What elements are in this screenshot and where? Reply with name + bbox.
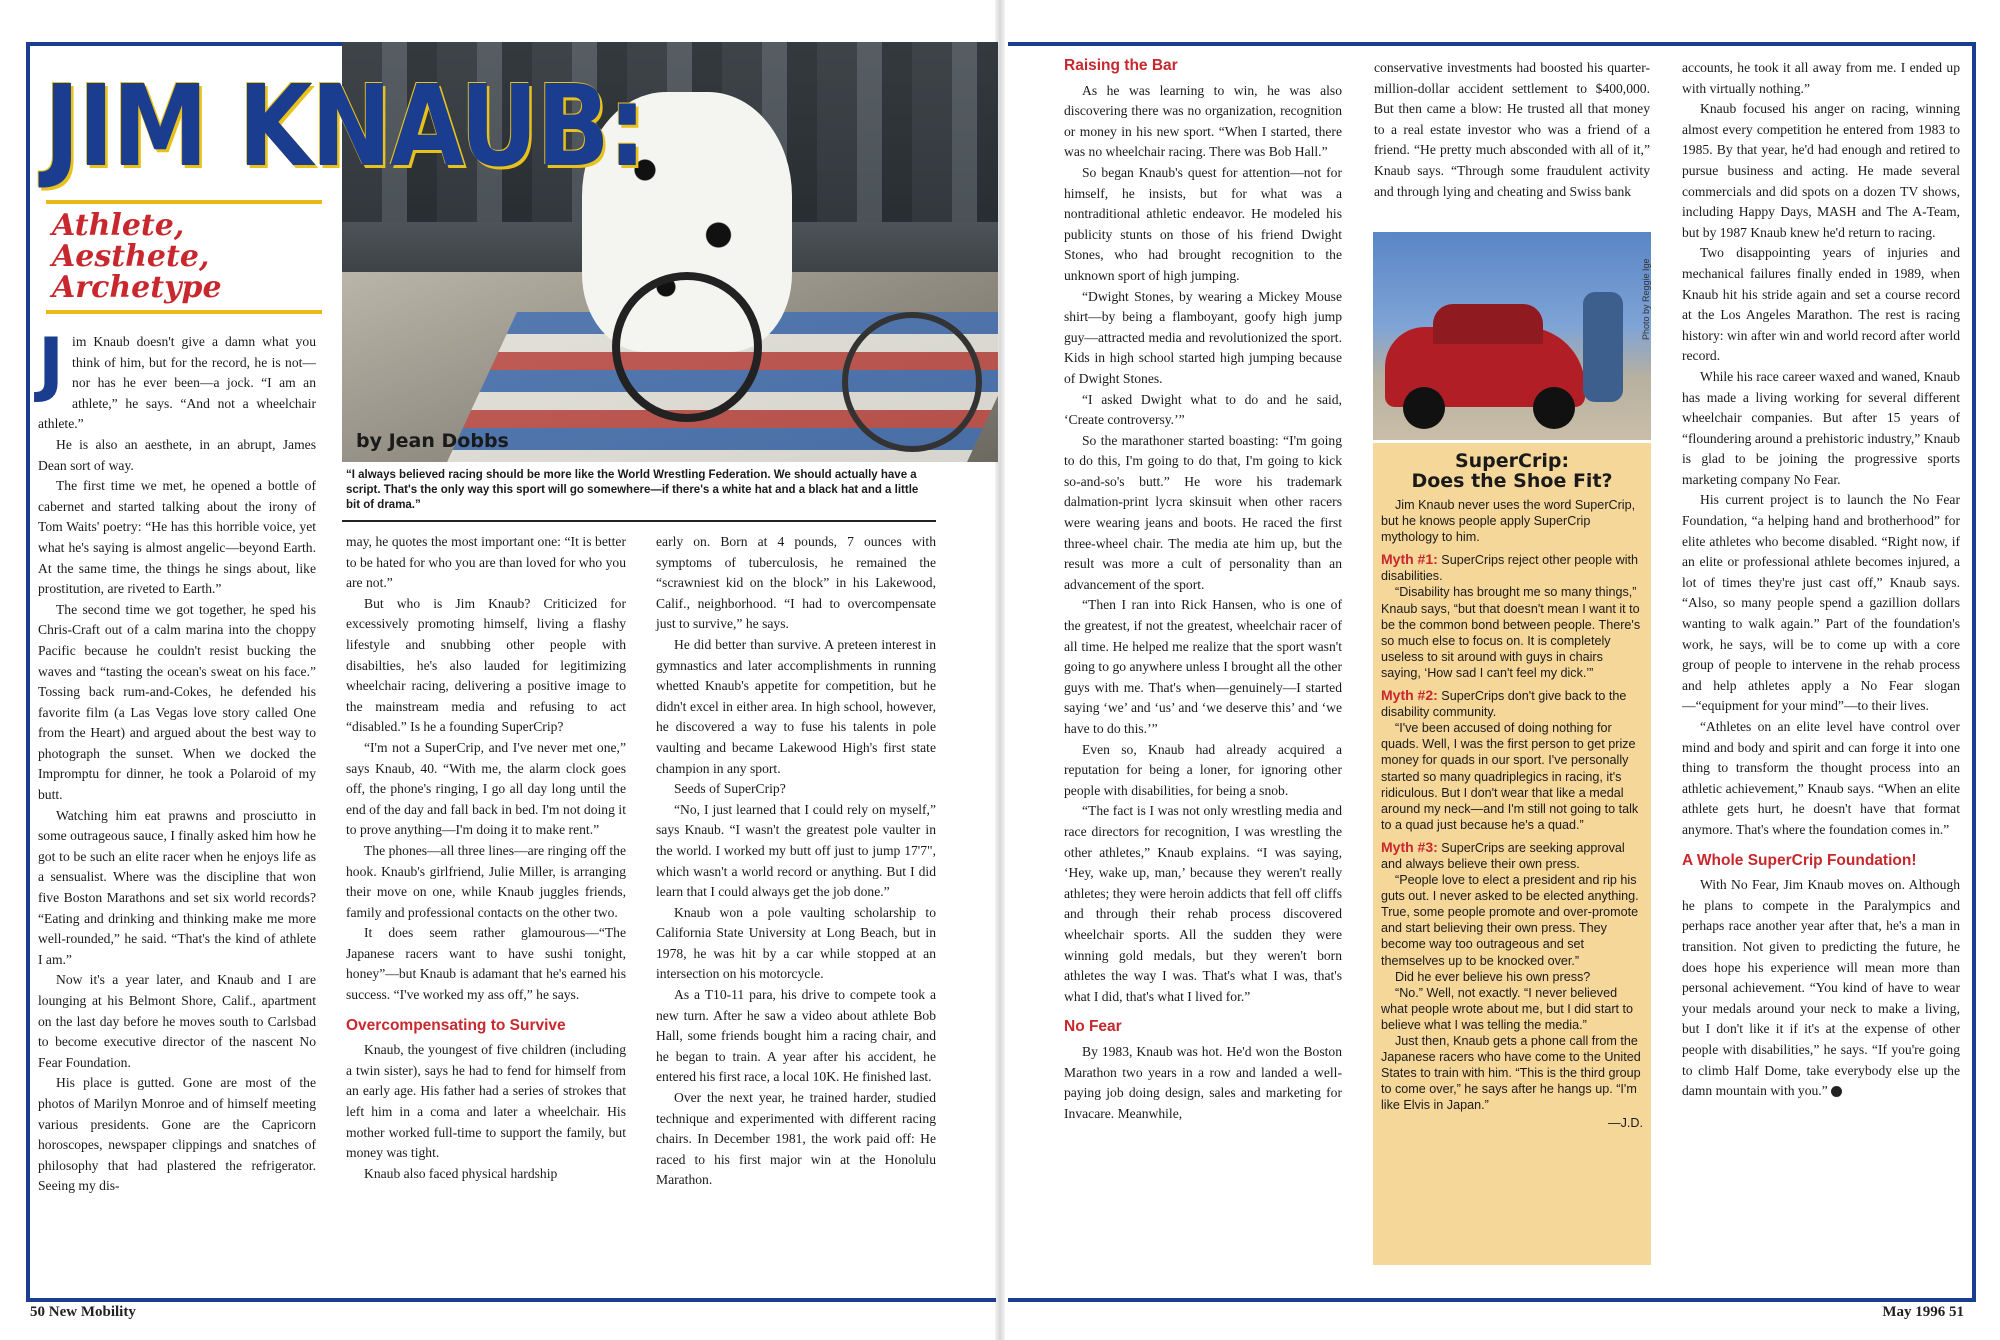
section-heading-raising-the-bar: Raising the Bar bbox=[1064, 57, 1178, 74]
sidebar-title-line-1: SuperCrip: bbox=[1454, 450, 1570, 472]
col1-p4: The second time we got together, he sped his Chris-Craft out of a calm marina into the choppy Pacific because he couldn't resist bucking the waves and “tasting the ocean's sweat on his face.” Tossing back rum-and-Cokes, he defended his favorite film (a Las Vegas love story called One from the Heart) and argued about the best way to photograph the sunset. When we docked the Impromptu for dinner, he took a Polaroid of my butt. bbox=[38, 601, 316, 803]
section-heading-supercrip-foundation: A Whole SuperCrip Foundation! bbox=[1682, 851, 1917, 869]
col2-p3: “I'm not a SuperCrip, and I've never met one,” says Knaub, 40. “With me, the alarm clock goes off, the phone's ringing, I go all day long until the end of the day and fall back in bed. I'm not doing it to prove anything—I'm doing it to make rent.” bbox=[346, 739, 626, 838]
col4-p7: Even so, Knaub had already acquired a reputation for being a loner, for ignoring other people with disabilities, for being a snob. bbox=[1064, 741, 1342, 798]
sidebar-title-line-2: Does the Shoe Fit? bbox=[1411, 470, 1613, 492]
myth-3-text: SuperCrips are seeking approval and always believe their own press. bbox=[1381, 840, 1625, 871]
col3-p6: As a T10-11 para, his drive to compete took a new turn. After he saw a video about athlete Bob Hall, some friends bought him a racing chair, and he began to train. A year after his accident, he entered his first race, a local 10K. He finished last. bbox=[656, 987, 936, 1085]
col6-p3: Two disappointing years of injuries and mechanical failures finally ended in 1989, when Knaub hit his stride again and set a course record at the Los Angeles Marathon. The rest is racing history: win after win and world record after world record. bbox=[1682, 245, 1960, 364]
sidebar-q2: “No.” Well, not exactly. “I never believed what people wrote about me, but I did start to believe what I was telling the media.” bbox=[1381, 985, 1634, 1032]
supercrip-sidebar bbox=[1373, 443, 1651, 1265]
subhead-line-2: Aesthete, bbox=[52, 239, 210, 274]
subhead-line-1: Athlete, bbox=[52, 208, 185, 243]
col1-p7: His place is gutted. Gone are most of the photos of Marilyn Monroe and of himself meeting various presidents. Gone are the Capricorn horoscopes, newspaper clippings and snatches of philosophy that had plastered the refrigerator. Seeing my dis- bbox=[38, 1075, 316, 1194]
subhead-line-3: Archetype bbox=[52, 270, 222, 305]
column-5 bbox=[1374, 58, 1650, 202]
col6-p2: Knaub focused his anger on racing, winning almost every competition he entered from 1983 to 1985. By that year, he'd had enough and retired to pursue business and acting. He made several commercials and did spots on a dozen TV shows, including Happy Days, MASH and The A-Team, but by 1987 Knaub knew he'd return to racing. bbox=[1682, 101, 1960, 240]
col6-p4: While his race career waxed and waned, Knaub has made a living working for several different wheelchair companies. But after 15 years of “floundering around a prehistoric industry,” Knaub is glad to be joining the progressive sports marketing company No Fear. bbox=[1682, 368, 1960, 487]
myth-3-quote: “People love to elect a president and rip his guts out. I never asked to be elected anything. True, some people promote and over-promote and start believing their own press. They become way too outrageous and set themselves up to be knocked over.” bbox=[1381, 873, 1639, 968]
photo-caption: “I always believed racing should be more like the World Wrestling Federation. We should actually have a script. That's the only way this sport will go somewhere—if there's a white hat and a black hat and a little bit of drama.” bbox=[346, 469, 919, 511]
col1-p5: Watching him eat prawns and prosciutto in some outrageous sauce, I finally asked him how he got to be such an elite racer when he enjoys life as a sensualist. Where was the discipline that won five Boston Marathons and set six world records? “Eating and drinking and thinking make me more well-rounded,” he said. “That's the kind of athlete I am.” bbox=[38, 807, 316, 967]
byline: by Jean Dobbs bbox=[356, 430, 509, 452]
caption-rule bbox=[342, 520, 936, 522]
myth-3-label: Myth #3: bbox=[1381, 838, 1438, 855]
sidebar-q3: Just then, Knaub gets a phone call from the Japanese racers who have come to the United States to train with him. “This is the third group to come over,” he says after he hangs up. “I'm like Elvis in Japan.” bbox=[1381, 1034, 1641, 1113]
col3-p3: Seeds of SuperCrip? bbox=[674, 781, 786, 797]
col5-p1: conservative investments had boosted his quarter-million-dollar accident settlement to $400,000. But then came a blow: He trusted all that money to a real estate investor who was a friend of a friend. “He pretty much absconded with all of it,” Knaub says. “Through some fraudulent activity and through lying and cheating and Swiss bank bbox=[1374, 60, 1650, 199]
photo-person-in-chair bbox=[1583, 292, 1623, 402]
drop-cap: J bbox=[38, 323, 65, 405]
col1-p1: im Knaub doesn't give a damn what you think of him, but for the record, he is not—nor has he ever been—a jock. “I am an athlete,” he says. “And not a wheelchair athlete.” bbox=[38, 334, 316, 432]
col6-p7-text: With No Fear, Jim Knaub moves on. Although he plans to compete in the Paralympics and perhaps race another year after that, he's a man in transition. Not given to predicting the future, he does hope his experience will mean more than personal achievement. “You kind of have to wear your medals around your neck to make a living, but I don't like it if it's at the expense of other people with disabilities,” he says. “If you're going to climb Half Dome, take everybody else up the damn mountain with you.” bbox=[1682, 877, 1960, 1099]
col1-p6: Now it's a year later, and Knaub and I are lounging at his Belmont Shore, Calif., apartment on the last day before he moves south to Carlsbad to become executive director of the nascent No Fear Foundation. bbox=[38, 972, 316, 1070]
column-3 bbox=[656, 532, 936, 1191]
myth-2-quote: “I've been accused of doing nothing for quads. Well, I was the first person to get prize money for quads in our sport. I've personally started so many quadriplegics in racing, it's ridiculous. But I don't wear that like a medal around my neck—and I'm still not going to talk to a quad just because he's a quad.” bbox=[1381, 721, 1639, 832]
myth-1-label: Myth #1: bbox=[1381, 551, 1438, 568]
yellow-rule-top bbox=[46, 200, 322, 204]
sidebar-intro: Jim Knaub never uses the word SuperCrip, but he knows people apply SuperCrip mythology to him. bbox=[1381, 498, 1636, 545]
folio-right: May 1996 51 bbox=[1882, 1304, 1964, 1320]
col4-p1: As he was learning to win, he was also discovering there was no organization, recognition or money in his new sport. “When I started, there was no wheelchair racing. There was Bob Hall.” bbox=[1064, 82, 1342, 160]
col4-p8: “The fact is I was not only wrestling media and race directors for recognition, I was wrestling the other athletes,” Knaub explains. “I was saying, ‘Hey, wake up, man,’ because they weren't really athletes; they were heroin addicts that fell off cliffs and through their rehab process discovered wheelchair sports. All the sudden they were winning gold medals, but they weren't born athletes the way I was. That's what I was, that's what I did, that's what I lived for.” bbox=[1064, 803, 1342, 1004]
sidebar-title bbox=[1373, 451, 1651, 491]
car-photo bbox=[1373, 232, 1651, 440]
myth-3 bbox=[1381, 839, 1643, 872]
end-mark-icon bbox=[1831, 1086, 1842, 1097]
col3-p5: Knaub won a pole vaulting scholarship to California State University at Long Beach, but in 1978, he was hit by a car while stopped at an intersection on his motorcycle. bbox=[656, 904, 936, 982]
col1-p3: The first time we met, he opened a bottle of cabernet and started talking about the irony of Tom Waits' poetry: “He has this horrible voice, yet what he's saying is almost angelic—beyond Earth. At the same time, the things he sings about, like prostitution, are riveted to Earth.” bbox=[38, 478, 316, 597]
col6-p7 bbox=[1682, 875, 1960, 1102]
col3-p1: early on. Born at 4 pounds, 7 ounces with symptoms of tuberculosis, he remained the “scrawniest kid on the block” in his Lakewood, Calif., neighborhood. “I had to overcompensate just to survive,” he says. bbox=[656, 534, 936, 632]
col4-p9: By 1983, Knaub was hot. He'd won the Boston Marathon two years in a row and landed a well-paying job doing design, sales and marketing for Invacare. Meanwhile, bbox=[1064, 1043, 1342, 1121]
col3-p2: He did better than survive. A preteen interest in gymnastics and later accomplishments in running whetted Knaub's appetite for competition, but he didn't excel in either area. In high school, however, he discovered a way to fuse his talents in pole vaulting and became Lakewood High's first state champion in any sport. bbox=[656, 636, 936, 776]
sidebar-signature: —J.D. bbox=[1608, 1116, 1643, 1131]
sidebar-body bbox=[1373, 497, 1651, 1132]
col4-p2: So began Knaub's quest for attention—not for himself, he insists, but for what was a nontraditional athletic endeavor. He modeled his publicity stunts on those of his friend Dwight Stones, who had brought recognition to the unknown sport of high jumping. bbox=[1064, 164, 1342, 283]
col2-p7: Knaub also faced physical hardship bbox=[364, 1165, 558, 1181]
photo-car-tire-front bbox=[1533, 387, 1575, 429]
yellow-rule-bottom bbox=[46, 310, 322, 314]
col4-p4: “I asked Dwight what to do and he said, ‘Create controversy.’” bbox=[1064, 391, 1342, 428]
section-heading-overcompensating: Overcompensating to Survive bbox=[346, 1016, 566, 1034]
column-6 bbox=[1682, 58, 1960, 1102]
myth-1-quote: “Disability has brought me so many things,” Knaub says, “but that doesn't mean I want it to be the common bond between people. There's so much else to focus on. It is completely useless to sit around with guys in chairs saying, ‘How sad I can't feel my dick.’” bbox=[1381, 585, 1641, 680]
col3-p7: Over the next year, he trained harder, studied technique and experimented with different racing chairs. In December 1981, the work paid off: He raced to his first major win at the Honolulu Marathon. bbox=[656, 1090, 936, 1188]
column-1 bbox=[38, 323, 316, 1197]
headline: JIM KNAUB: bbox=[44, 62, 645, 192]
col6-p5: His current project is to launch the No Fear Foundation, “a helping hand and brotherhood” for elite athletes who become disabled. “Right now, if an elite or professional athlete becomes injured, a lot of times they're just cast off,” Knaub says. “Also, so many people spend a gazillion dollars wanting to walk again.” Part of the foundation's work, he says, will be to come up with a core group of people to intervene in the rehab process and help athletes apply a No Fear slogan—“equipment for your mind”—to their lives. bbox=[1682, 492, 1960, 714]
myth-2 bbox=[1381, 687, 1643, 720]
col6-p1: accounts, he took it all away from me. I ended up with virtually nothing.” bbox=[1682, 60, 1960, 96]
myth-2-text: SuperCrips don't give back to the disability community. bbox=[1381, 689, 1627, 720]
myth-1-text: SuperCrips reject other people with disabilities. bbox=[1381, 553, 1639, 584]
column-4 bbox=[1064, 52, 1342, 1124]
photo-car-cabin bbox=[1433, 304, 1543, 344]
col2-p6: Knaub, the youngest of five children (including a twin sister), says he had to fend for himself from an early age. His father had a series of strokes that left him in a coma and later a wheelchair. His mother worked full-time to support the family, but money was tight. bbox=[346, 1042, 626, 1161]
myth-2-label: Myth #2: bbox=[1381, 687, 1438, 704]
col6-p6: “Athletes on an elite level have control over mind and body and spirit and can forge it into one thing to transform the thought process into an athletic achievement,” Knaub says. “When an elite athlete gets hurt, he doesn't have that format anymore. That's where the foundation comes in.” bbox=[1682, 719, 1960, 837]
col4-p5: So the marathoner started boasting: “I'm going to do this, I'm going to do that, I'm going to kick so-and-so's butt.” He wore his trademark dalmation-print lycra skinsuit when other racers were wearing jeans and boots. He raced the first three-wheel chair. The media ate him up, but the result was more a cult of personality than an advancement of the sport. bbox=[1064, 432, 1342, 592]
col2-p2: But who is Jim Knaub? Criticized for excessively promoting himself, living a flashy lifestyle and snubbing other people with disabilties, he's also lauded for legitimizing wheelchair racing, delivering a positive image to the mainstream media and refusing to act “disabled.” Is he a founding SuperCrip? bbox=[346, 595, 626, 735]
subhead bbox=[52, 210, 342, 303]
photo-credit: Photo by Reggie Ige bbox=[1641, 258, 1651, 340]
col2-p4: The phones—all three lines—are ringing off the hook. Knaub's girlfriend, Julie Miller, is arranging their move on one, while Knaub juggles friends, family and professional contacts on the other two. bbox=[346, 842, 626, 920]
myth-1 bbox=[1381, 551, 1643, 584]
col4-p3: “Dwight Stones, by wearing a Mickey Mouse shirt—by being a flamboyant, goofy high jump guy—attracted media and revolutionized the sport. Kids in high school started high jumping because of Dwight Stones. bbox=[1064, 288, 1342, 386]
photo-wheelchair-wheel bbox=[612, 272, 762, 422]
folio-left: 50 New Mobility bbox=[30, 1304, 136, 1320]
column-2 bbox=[346, 532, 626, 1184]
photo-car-tire-rear bbox=[1403, 387, 1445, 429]
section-heading-no-fear: No Fear bbox=[1064, 1018, 1122, 1036]
photo-front-wheel bbox=[842, 312, 982, 452]
col1-p2: He is also an aesthete, in an abrupt, James Dean sort of way. bbox=[38, 436, 316, 473]
col2-p1: may, he quotes the most important one: “It is better to be hated for who you are than loved for who you are not.” bbox=[346, 534, 626, 591]
col2-p5: It does seem rather glamourous—“The Japanese racers want to have sushi tonight, honey”—but Knaub is adamant that he's earned his success. “I've worked my ass off,” he says. bbox=[346, 925, 626, 1003]
sidebar-q1: Did he ever believe his own press? bbox=[1395, 969, 1591, 984]
col4-p6: “Then I ran into Rick Hansen, who is one of the greatest, if not the greatest, wheelchair racer of all time. He helped me realize that the sport wasn't going to go anywhere unless I brought all the other guys with me. That's when—genuinely—I started saying ‘we’ and ‘us’ and ‘we deserve this’ and ‘we have to do this.’” bbox=[1064, 597, 1342, 736]
col3-p4: “No, I just learned that I could rely on myself,” says Knaub. “I wasn't the greatest pole vaulter in the world. I worked my butt off just to jump 17'7", which wasn't a world record or anything. But I did learn that I could always get the job done.” bbox=[656, 801, 936, 900]
